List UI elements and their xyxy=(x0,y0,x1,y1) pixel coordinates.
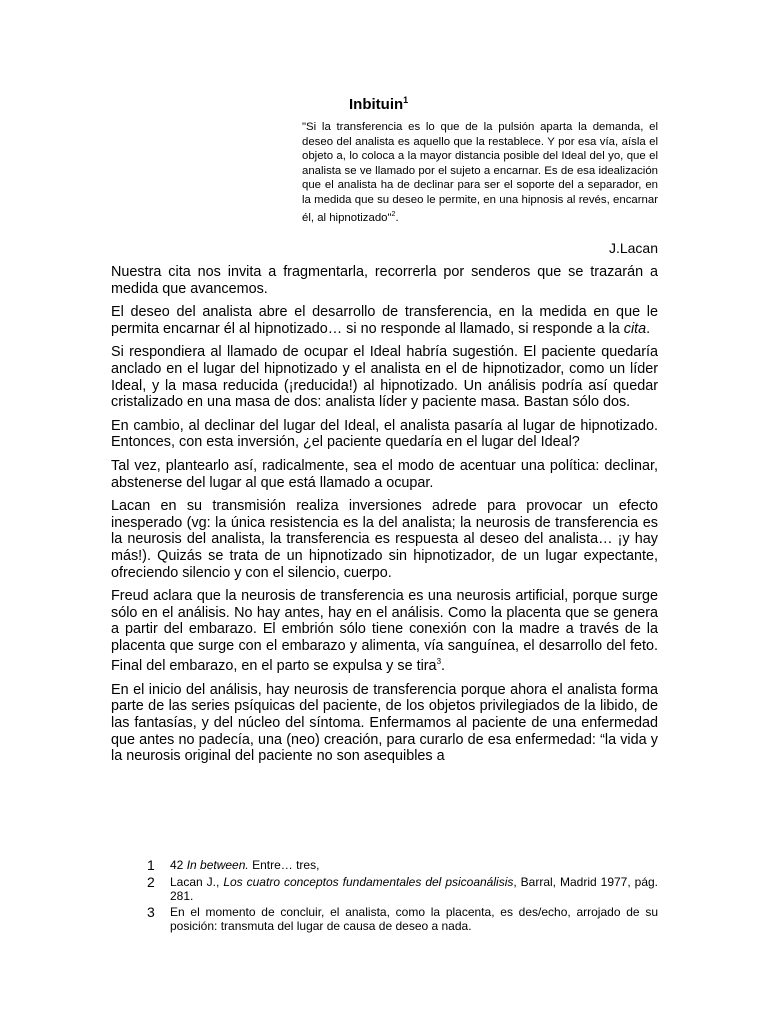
paragraph-7-end: . xyxy=(441,658,446,675)
footnotes xyxy=(147,858,658,935)
footnote-1 xyxy=(147,858,658,873)
footnote-text-c: Entre… tres, xyxy=(248,858,320,872)
body-text xyxy=(111,264,658,765)
paragraph-6: Lacan en su transmisión realiza inversiones adrede para provocar un efecto inesperado (vg: la única resistencia es la del analista; la neurosis de transferencia es la neurosis del analista, la transferencia es respuesta al deseo del analista… ¡y hay más!). Quizás se trata de un hipnotizado sin hipnotizador, de un lugar expectante, ofreciendo silencio y con el silencio, cuerpo. xyxy=(111,498,658,581)
paragraph-2-end: . xyxy=(646,320,651,337)
paragraph-3: Si respondiera al llamado de ocupar el Ideal habría sugestión. El paciente quedaría anclado en el lugar del hipnotizado y el analista en el de hipnotizador, como un líder Ideal, y la masa reducida (¡reducida!) al hipnotizado. Un análisis podría así quedar cristalizado en una masa de dos: analista líder y paciente masa. Bastan sólo dos. xyxy=(111,344,658,411)
paragraph-1: Nuestra cita nos invita a fragmentarla, recorrerla por senderos que se trazarán a medida que avancemos. xyxy=(111,264,658,297)
footnote-italic: In between. xyxy=(186,858,249,872)
epigraph-end: . xyxy=(395,211,399,224)
paragraph-8: En el inicio del análisis, hay neurosis de transferencia porque ahora el analista forma parte de las series psíquicas del paciente, de los objetos privilegiados de la libido, de las fantasías, y del núcleo del síntoma. Enfermamos al paciente de una enfermedad que antes no padecía, una (neo) creación, para curarlo de esa enfermedad: “la vida y la neurosis original del paciente no son asequibles a xyxy=(111,681,658,765)
footnote-ref-1[interactable]: 1 xyxy=(403,95,409,105)
paragraph-2-italic: cita xyxy=(623,320,647,337)
epigraph-text: "Si la transferencia es lo que de la pulsión aparta la demanda, el deseo del analista es aquello que la restablece. Y por esa vía, aísla el objeto a, lo coloca a la mayor distancia posible del Ideal del yo, que el analista se ve llamado por el sujeto a encarnar. Es de esa idealización que el analista ha de declinar para ser el soporte del a separador, en la medida que su deseo le permite, en una hipnosis al revés, encarnar él, al hipnotizado" xyxy=(302,121,658,224)
epigraph-author: J.Lacan xyxy=(608,240,658,256)
paragraph-2 xyxy=(111,304,658,337)
footnote-text-a: 42 xyxy=(170,858,187,872)
paragraph-2-text: El deseo del analista abre el desarrollo de transferencia, en la medida en que le permita encarnar él al hipnotizado… si no responde al llamado, si responde a la xyxy=(111,304,658,337)
footnote-italic: Los cuatro conceptos fundamentales del psicoanálisis xyxy=(223,875,514,889)
footnote-text-a: Lacan J., xyxy=(170,875,224,889)
title-text: Inbituin xyxy=(349,96,404,113)
paragraph-7-text: Freud aclara que la neurosis de transferencia es una neurosis artificial, porque surge sólo en el análisis. No hay antes, hay en el análisis. Como la placenta que se genera a partir del embarazo. El embrión sólo tiene conexión con la madre a través de la placenta que surge con el embarazo y alimenta, vía sanguínea, el desarrollo del feto. Final del embarazo, en el parto se expulsa y se tira xyxy=(111,588,658,675)
footnote-ref-3[interactable]: 3 xyxy=(436,657,442,667)
footnote-number: 2 xyxy=(147,874,155,890)
footnote-3 xyxy=(147,905,658,933)
footnote-text xyxy=(170,905,658,933)
footnote-2 xyxy=(147,875,658,903)
paragraph-5: Tal vez, plantearlo así, radicalmente, sea el modo de acentuar una política: declinar, abstenerse del lugar al que está llamado a ocupar. xyxy=(111,457,658,491)
footnote-text xyxy=(170,858,319,873)
footnote-number: 1 xyxy=(147,857,155,873)
paragraph-4: En cambio, al declinar del lugar del Ideal, el analista pasaría al lugar de hipnotizado. Entonces, con esta inversión, ¿el paciente quedaría en el lugar del Ideal? xyxy=(111,417,658,451)
footnote-number: 3 xyxy=(147,904,155,920)
footnote-text-a: En el momento de concluir, el analista, como la placenta, es des/echo, arrojado de su posición: transmuta del lugar de causa de deseo a nada. xyxy=(170,905,658,933)
paragraph-7 xyxy=(111,588,658,675)
footnote-text-c: , Barral, Madrid 1977, pág. 281. xyxy=(170,875,658,903)
footnote-ref-2[interactable]: 2 xyxy=(391,210,396,218)
page-title xyxy=(349,95,408,113)
epigraph-quote xyxy=(302,120,658,225)
footnote-text xyxy=(170,875,658,903)
